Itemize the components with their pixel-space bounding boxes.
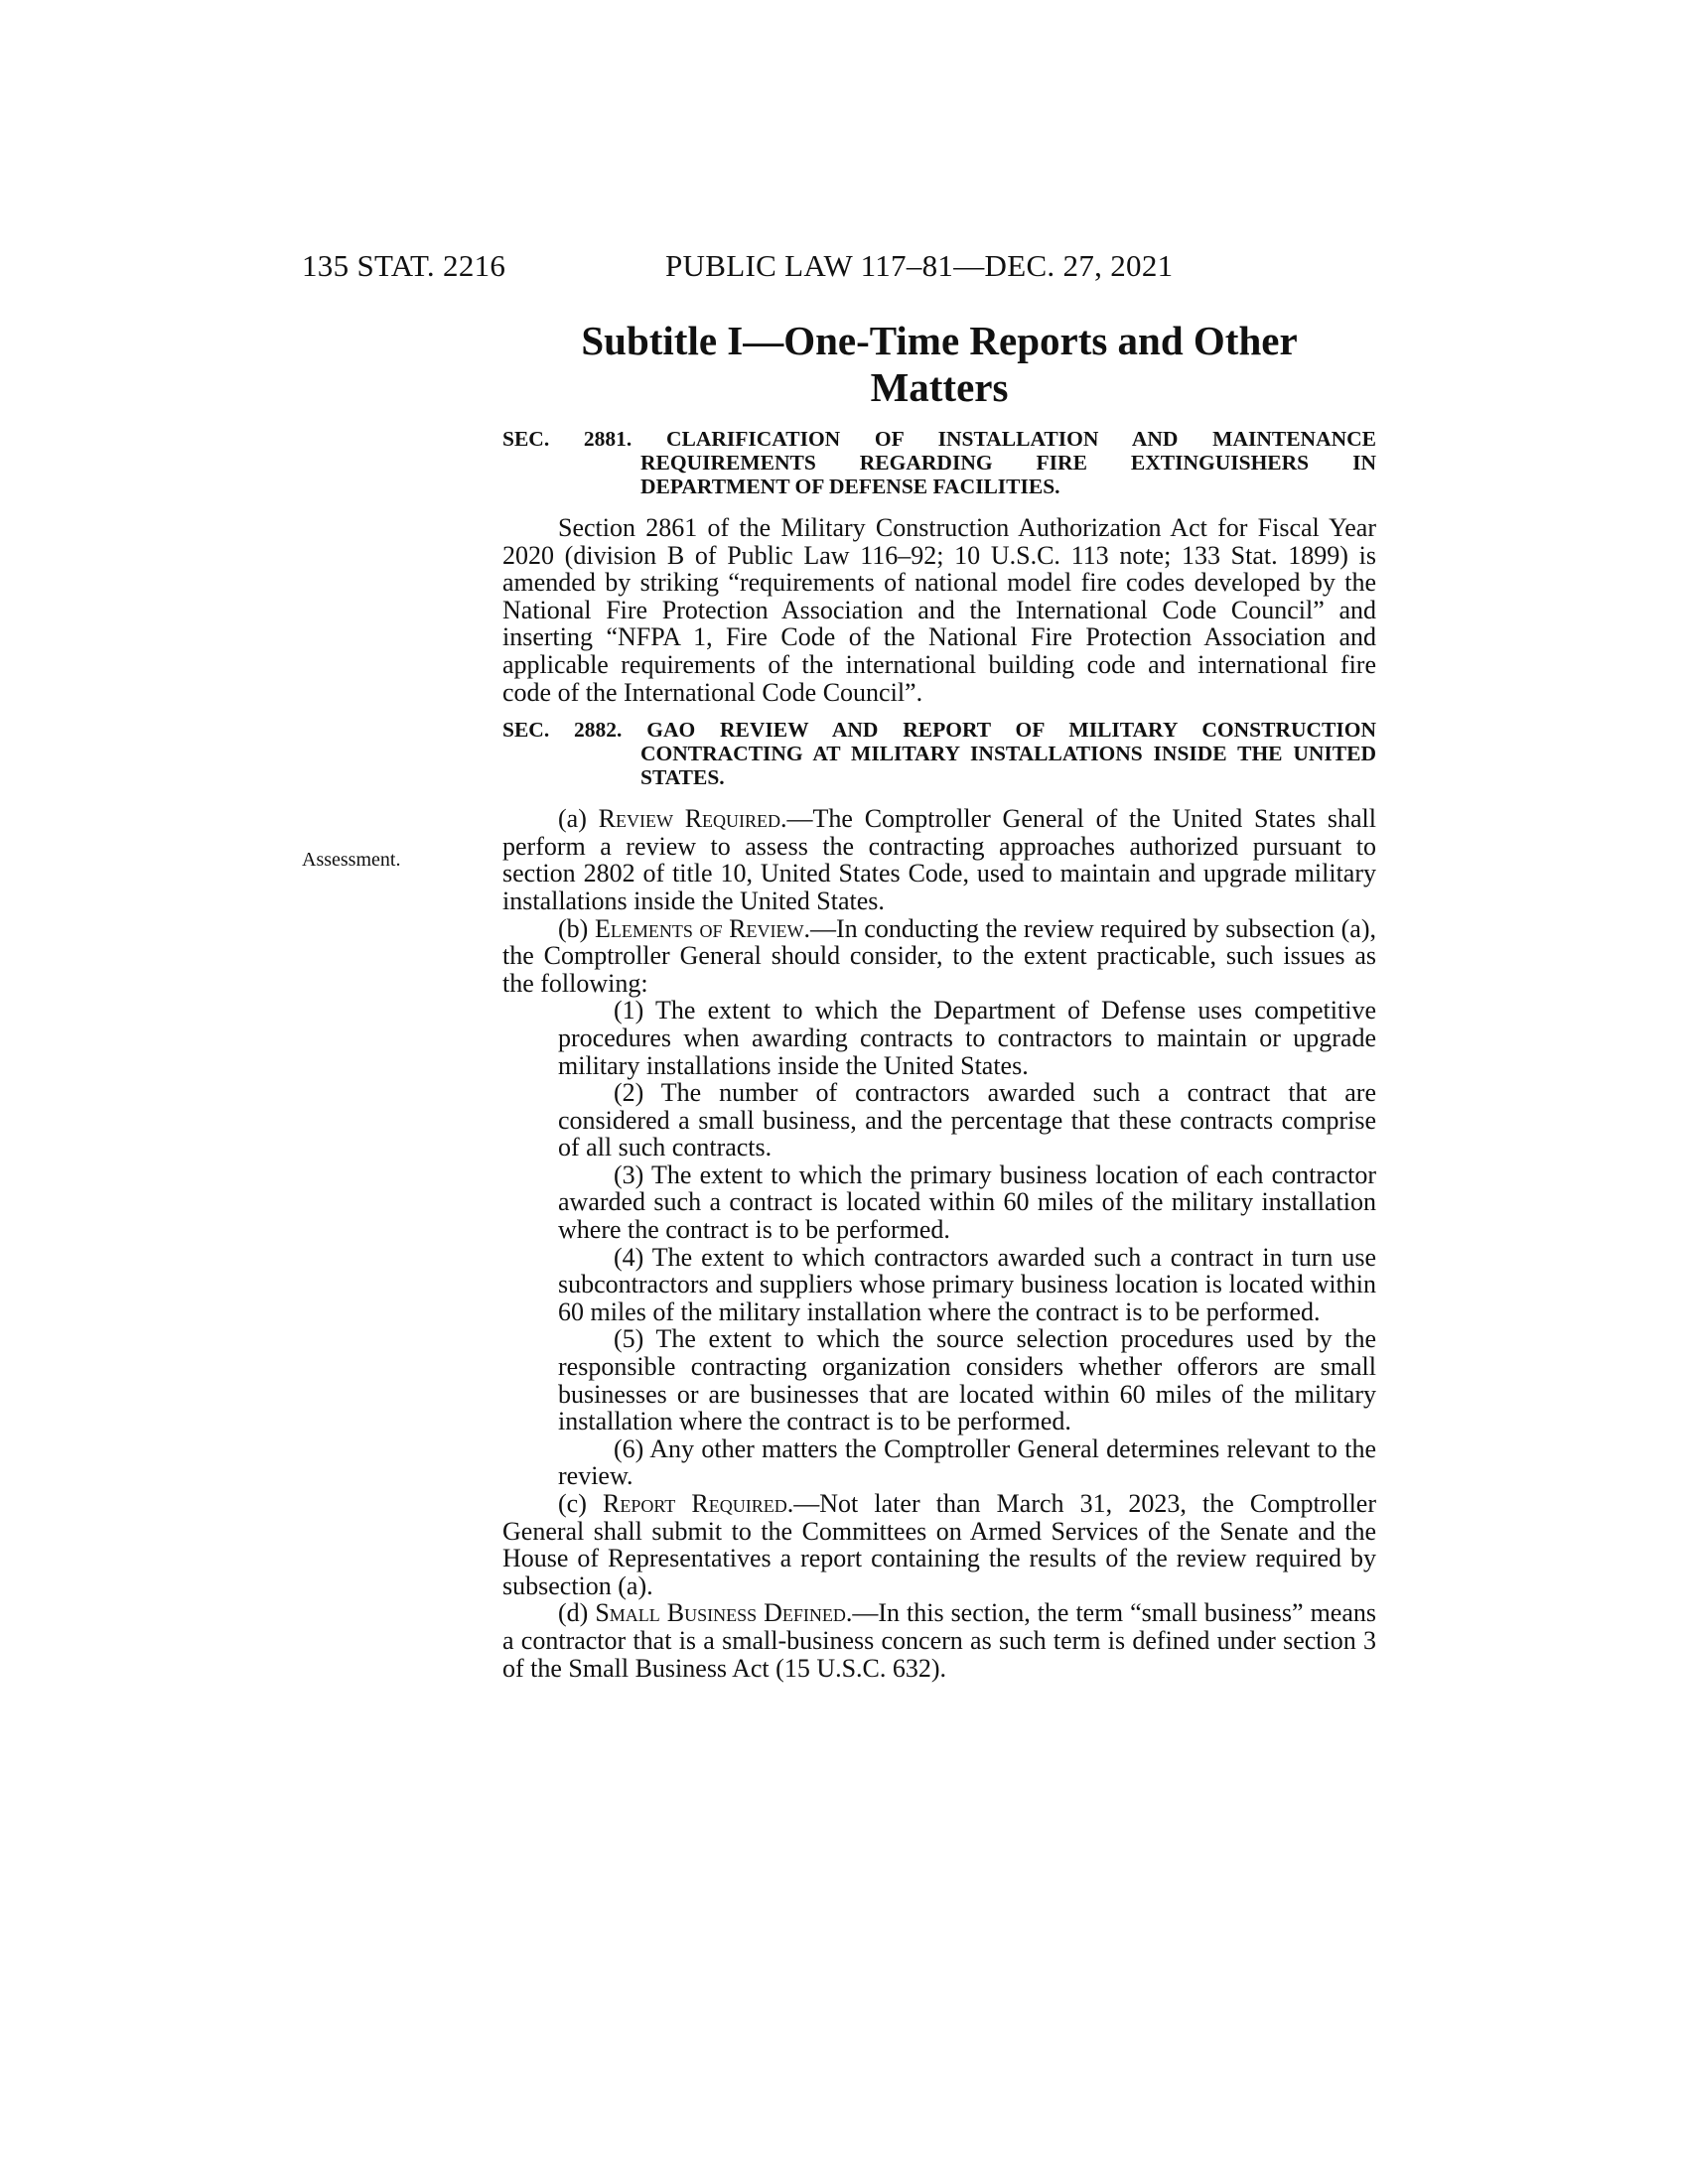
subsection-b bbox=[502, 915, 1376, 998]
review-element-4: (4) The extent to which contractors awarded such a contract in turn use subcontractors and suppliers whose primary business location is located within 60 miles of the military installation where the contract is to be performed. bbox=[558, 1242, 1376, 1326]
sec-2882-heading: SEC. 2882. GAO REVIEW AND REPORT OF MILITARY CONSTRUCTION CONTRACTING AT MILITARY INSTALLATIONS INSIDE THE UNITED STATES. bbox=[502, 718, 1376, 790]
subsection-a bbox=[502, 805, 1376, 914]
sec-2881-heading: SEC. 2881. CLARIFICATION OF INSTALLATION AND MAINTENANCE REQUIREMENTS REGARDING FIRE EXTINGUISHERS IN DEPARTMENT OF DEFENSE FACILITIES. bbox=[502, 427, 1376, 498]
subsection-b-text: .—In conducting the review required by subsection (a), the Comptroller General should consider, to the extent practicable, such issues as the following: bbox=[502, 913, 1376, 998]
subsection-d bbox=[502, 1599, 1376, 1682]
subsection-a-label: (a) bbox=[558, 804, 599, 834]
margin-note-assessment: Assessment. bbox=[302, 849, 401, 871]
subtitle-line-1: Subtitle I—One-Time Reports and Other bbox=[581, 318, 1298, 363]
public-law-date: PUBLIC LAW 117–81—DEC. 27, 2021 bbox=[665, 248, 1174, 283]
review-element-6: (6) Any other matters the Comptroller General determines relevant to the review. bbox=[558, 1433, 1376, 1491]
stat-page-number: 135 STAT. 2216 bbox=[302, 248, 506, 283]
subsection-d-caption: Small Business Defined bbox=[595, 1598, 846, 1628]
running-header bbox=[302, 248, 1379, 288]
review-element-5: (5) The extent to which the source selection procedures used by the responsible contracting organization considers whether offerors are small businesses or are businesses that are located within 60 miles of the military installation where the contract is to be performed. bbox=[558, 1324, 1376, 1436]
subsection-c-text: .—Not later than March 31, 2023, the Comptroller General shall submit to the Committees on Armed Services of the Senate and the House of Representatives a report containing the results of the review required by subsection (a). bbox=[502, 1489, 1376, 1600]
review-element-1: (1) The extent to which the Department of Defense uses competitive procedures when awarding contracts to contractors to maintain or upgrade military installations inside the United States. bbox=[558, 996, 1376, 1080]
subsection-c-label: (c) bbox=[558, 1489, 604, 1518]
page-body bbox=[502, 427, 1376, 1682]
review-element-2: (2) The number of contractors awarded such a contract that are considered a small business, and the percentage that these contracts comprise of all such contracts. bbox=[558, 1078, 1376, 1162]
subsection-c-caption: Report Required bbox=[603, 1489, 787, 1518]
subsection-c bbox=[502, 1490, 1376, 1599]
subsection-a-caption: Review Required bbox=[598, 804, 781, 834]
subsection-a-text: .—The Comptroller General of the United States shall perform a review to assess the contracting approaches authorized pursuant to section 2802 of title 10, United States Code, used to maintain and upgrade military installations inside the United States. bbox=[502, 804, 1376, 915]
review-element-3: (3) The extent to which the primary business location of each contractor awarded such a contract is located within 60 miles of the military installation where the contract is to be performed. bbox=[558, 1160, 1376, 1245]
subtitle-heading bbox=[502, 318, 1376, 411]
subsection-d-label: (d) bbox=[558, 1598, 596, 1628]
sec-2881-body: Section 2861 of the Military Construction Authorization Act for Fiscal Year 2020 (division B of Public Law 116–92; 10 U.S.C. 113 note; 133 Stat. 1899) is amended by striking “requirements of national model fire codes developed by the National Fire Protection Association and the International Code Council” and inserting “NFPA 1, Fire Code of the National Fire Protection Association and applicable requirements of the international building code and international fire code of the International Code Council”. bbox=[502, 513, 1376, 707]
subsection-b-caption: Elements of Review bbox=[594, 913, 804, 943]
subsection-b-label: (b) bbox=[558, 913, 595, 943]
subsection-d-text: .—In this section, the term “small business” means a contractor that is a small-business concern as such term is defined under section 3 of the Small Business Act (15 U.S.C. 632). bbox=[502, 1598, 1376, 1683]
subtitle-line-2: Matters bbox=[870, 364, 1009, 410]
